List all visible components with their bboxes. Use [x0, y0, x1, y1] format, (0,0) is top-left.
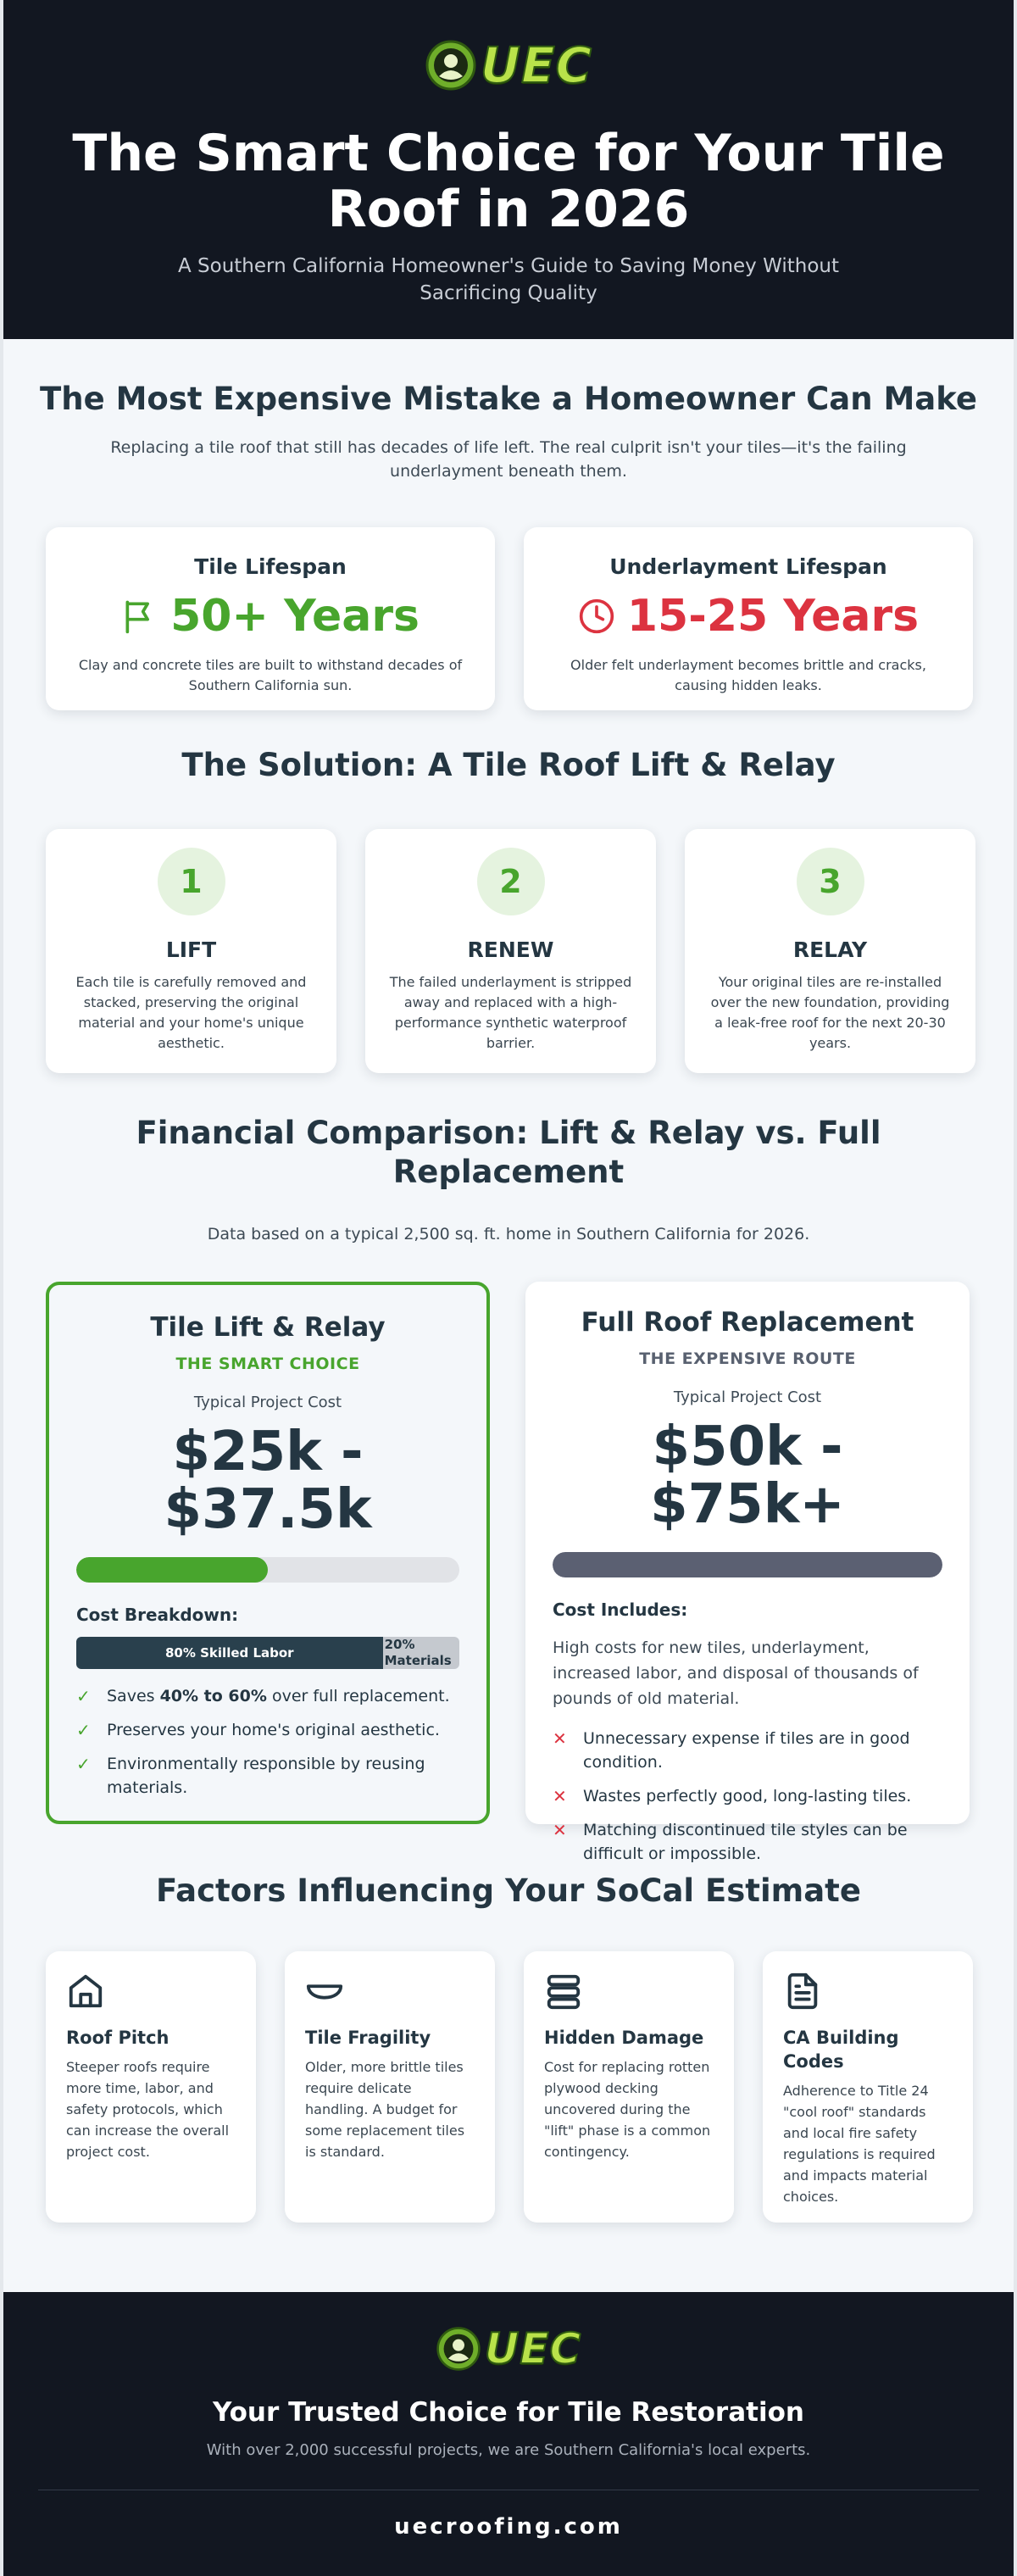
benefit-text: Preserves your home's original aesthetic.: [107, 1721, 440, 1739]
check-icon: ✓: [76, 1754, 91, 1774]
flag-icon: [121, 598, 158, 635]
factor-card-building-codes: [763, 1951, 973, 2223]
cost-includes-label: Cost Includes:: [553, 1600, 688, 1620]
factor-title: Tile Fragility: [305, 2028, 431, 2048]
factor-description: Adherence to Title 24 "cool roof" standards and local fire safety regulations is required and impacts material choices.: [783, 2083, 936, 2205]
footer-title: Your Trusted Choice for Tile Restoration: [213, 2397, 804, 2428]
factor-description: Cost for replacing rotten plywood decking uncovered during the "lift" phase is a common contingency.: [544, 2059, 711, 2160]
step-card-lift: [46, 829, 336, 1073]
cost-bar: [76, 1557, 459, 1583]
comparison-section: [3, 1114, 1014, 1863]
card-description: Older felt underlayment becomes brittle and cracks, causing hidden leaks.: [570, 657, 926, 693]
logo-mark-icon: [436, 2326, 481, 2372]
full-replacement-card: [525, 1282, 970, 1863]
materials-segment: 20% Materials: [383, 1637, 459, 1669]
mistake-section: [3, 380, 1014, 710]
hero-header: [3, 0, 1014, 339]
step-description: The failed underlayment is stripped away and replaced with a high-performance synthetic waterproof barrier.: [389, 974, 632, 1051]
expensive-route-tag: THE EXPENSIVE ROUTE: [639, 1349, 856, 1368]
cost-bar-fill: [553, 1552, 942, 1577]
benefit-bold: 40% to 60%: [159, 1687, 267, 1705]
footer-logo: [436, 2326, 581, 2372]
cost-bar-fill: [76, 1557, 268, 1583]
check-icon: ✓: [76, 1686, 91, 1706]
factor-title: CA Building Codes: [783, 2028, 899, 2072]
full-replacement-title: Full Roof Replacement: [581, 1307, 914, 1338]
page-footer: [3, 2292, 1014, 2576]
card-heading: Tile Lifespan: [194, 554, 347, 579]
drawback-text: Matching discontinued tile styles can be difficult or impossible.: [583, 1821, 908, 1863]
step-title: RELAY: [792, 937, 868, 962]
benefit-item: [76, 1752, 459, 1800]
factor-card-hidden-damage: [524, 1951, 734, 2223]
cost-bar: [553, 1552, 942, 1577]
lift-relay-title: Tile Lift & Relay: [150, 1312, 386, 1343]
step-number: 2: [477, 848, 545, 915]
factor-title: Hidden Damage: [544, 2028, 704, 2048]
step-card-renew: [365, 829, 656, 1073]
full-replacement-cost: $50k - $75k+: [650, 1416, 845, 1536]
check-icon: ✓: [76, 1720, 91, 1740]
benefits-list: [76, 1684, 459, 1800]
logo-text: UEC: [484, 2324, 582, 2373]
mistake-title: The Most Expensive Mistake a Homeowner Can Make: [40, 381, 977, 417]
solution-section: [3, 746, 1014, 1073]
brand-logo: [425, 36, 593, 94]
drawback-text: Wastes perfectly good, long-lasting tiles.: [583, 1787, 912, 1805]
benefit-text: Environmentally responsible by reusing materials.: [107, 1755, 425, 1797]
step-title: RENEW: [467, 937, 554, 962]
card-heading: Underlayment Lifespan: [609, 554, 887, 579]
step-number: 3: [797, 848, 864, 915]
drawback-item: [553, 1784, 942, 1808]
step-title: LIFT: [165, 937, 217, 962]
benefit-item: [76, 1684, 459, 1708]
tile-lifespan-value: 50+ Years: [170, 591, 420, 642]
benefit-text: Saves: [107, 1687, 160, 1705]
labor-segment: 80% Skilled Labor: [76, 1637, 383, 1669]
comparison-title: Financial Comparison: Lift & Relay vs. Full Replacement: [136, 1115, 881, 1190]
clock-icon: [578, 598, 615, 635]
underlayment-lifespan-value: 15-25 Years: [626, 591, 920, 642]
footer-subtitle: With over 2,000 successful projects, we are Southern California's local experts.: [206, 2441, 811, 2459]
tile-icon: [305, 1972, 344, 2011]
x-icon: ✕: [553, 1728, 567, 1749]
page-subtitle: A Southern California Homeowner's Guide to Saving Money Without Sacrificing Quality: [177, 255, 839, 304]
cost-label: Typical Project Cost: [193, 1394, 342, 1411]
tile-lifespan-card: [46, 527, 495, 710]
benefit-item: [76, 1718, 459, 1742]
step-description: Each tile is carefully removed and stacked, preserving the original material and your home's unique aesthetic.: [75, 974, 307, 1051]
mistake-subtitle: Replacing a tile roof that still has decades of life left. The real culprit isn't your tiles—it's the failing underlayment beneath them.: [110, 438, 907, 481]
cost-breakdown-bar: [76, 1637, 459, 1669]
factors-title: Factors Influencing Your SoCal Estimate: [156, 1872, 861, 1909]
lift-relay-card: [46, 1282, 490, 1824]
drawback-item: [553, 1818, 942, 1866]
layers-icon: [544, 1972, 583, 2011]
lift-relay-cost: $25k - $37.5k: [164, 1421, 372, 1541]
benefit-text: over full replacement.: [266, 1687, 450, 1705]
factors-section: [3, 1872, 1014, 2223]
logo-mark-icon: [425, 39, 477, 92]
cost-includes-text: High costs for new tiles, underlayment, increased labor, and disposal of thousands of pounds of old material.: [553, 1639, 919, 1708]
home-icon: [66, 1972, 105, 2011]
document-icon: [783, 1972, 822, 2011]
step-description: Your original tiles are re-installed over the new foundation, providing a leak-free roof for the next 20-30 years.: [710, 974, 950, 1051]
x-icon: ✕: [553, 1786, 567, 1806]
card-description: Clay and concrete tiles are built to withstand decades of Southern California sun.: [78, 657, 463, 693]
drawback-text: Unnecessary expense if tiles are in good condition.: [583, 1729, 910, 1772]
factor-description: Steeper roofs require more time, labor, and safety protocols, which can increase the overall project cost.: [66, 2059, 230, 2160]
logo-text: UEC: [480, 36, 593, 94]
factor-title: Roof Pitch: [66, 2028, 170, 2048]
factor-card-tile-fragility: [285, 1951, 495, 2223]
drawbacks-list: [553, 1727, 942, 1866]
underlayment-lifespan-card: [524, 527, 973, 710]
cost-label: Typical Project Cost: [673, 1388, 822, 1406]
x-icon: ✕: [553, 1820, 567, 1840]
comparison-subtitle: Data based on a typical 2,500 sq. ft. home in Southern California for 2026.: [207, 1225, 810, 1243]
page-title: The Smart Choice for Your Tile Roof in 2026: [72, 124, 945, 239]
cost-breakdown-label: Cost Breakdown:: [76, 1605, 239, 1625]
step-number: 1: [158, 848, 225, 915]
drawback-item: [553, 1727, 942, 1774]
smart-choice-tag: THE SMART CHOICE: [175, 1355, 360, 1373]
factor-card-roof-pitch: [46, 1951, 256, 2223]
solution-title: The Solution: A Tile Roof Lift & Relay: [181, 747, 836, 783]
factor-description: Older, more brittle tiles require delicate handling. A budget for some replacement tiles is standard.: [305, 2059, 465, 2160]
website-link[interactable]: uecroofing.com: [394, 2514, 623, 2540]
step-card-relay: [685, 829, 975, 1073]
